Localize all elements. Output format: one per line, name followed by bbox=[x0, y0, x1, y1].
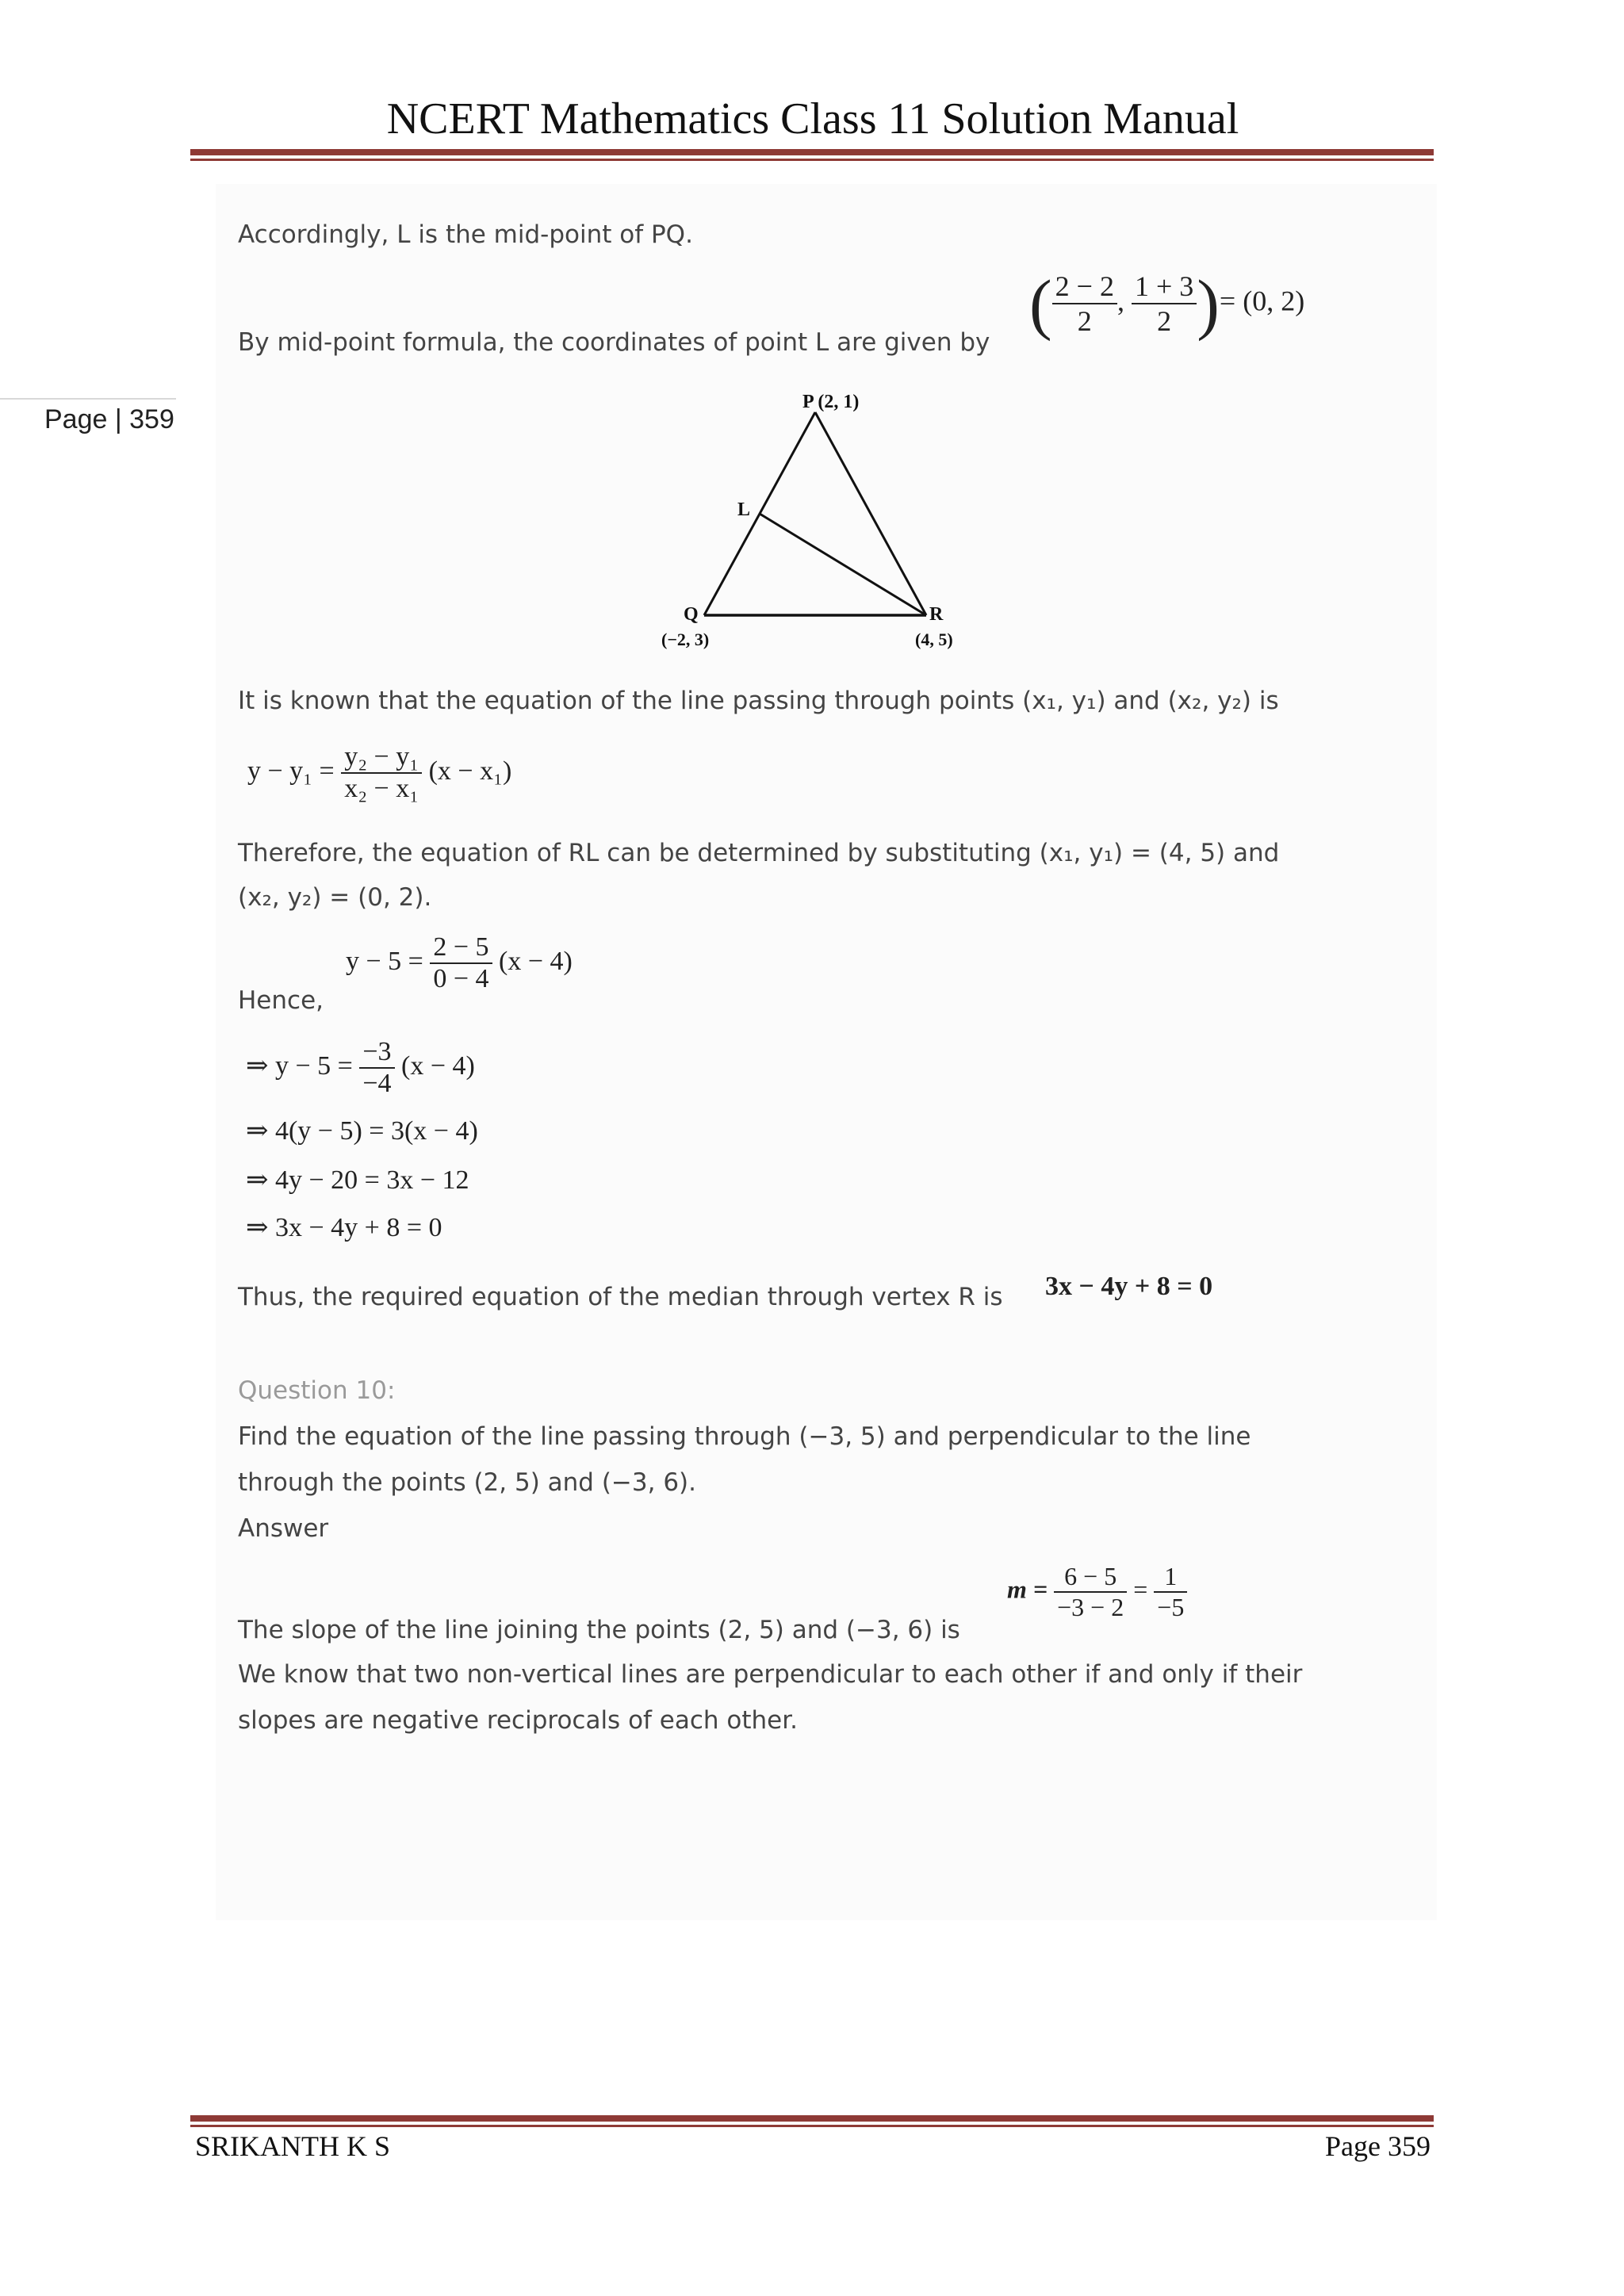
hence-equation bbox=[346, 932, 573, 994]
fraction-numerator: 2 − 5 bbox=[430, 932, 492, 964]
equation-rhs: (x − 4) bbox=[401, 1050, 475, 1081]
footer-page-number: Page 359 bbox=[1325, 2130, 1431, 2162]
text-line: Hence, bbox=[238, 986, 324, 1015]
median-equation: 3x − 4y + 8 = 0 bbox=[1045, 1272, 1213, 1301]
answer-label: Answer bbox=[238, 1514, 329, 1543]
text-line: (x₂, y₂) = (0, 2). bbox=[238, 883, 432, 912]
side-pr bbox=[815, 412, 926, 615]
slope-equation bbox=[1007, 1562, 1187, 1622]
text-line: Thus, the required equation of the median through vertex R is bbox=[238, 1283, 1003, 1311]
margin-page-label: Page | 359 bbox=[44, 404, 174, 434]
text-line: By mid-point formula, the coordinates of point L are given by bbox=[238, 328, 990, 357]
text-line: Find the equation of the line passing through (−3, 5) and perpendicular to the line bbox=[238, 1422, 1251, 1451]
text-line: We know that two non-vertical lines are perpendicular to each other if and only if their bbox=[238, 1660, 1303, 1689]
header-rule bbox=[190, 149, 1434, 161]
step-3: ⇒ 4y − 20 = 3x − 12 bbox=[246, 1165, 469, 1195]
formula-lhs: y − y₁ = bbox=[247, 756, 335, 786]
footer-rule bbox=[190, 2115, 1434, 2127]
fraction-denominator: 2 bbox=[1157, 305, 1172, 337]
triangle-figure bbox=[634, 381, 999, 666]
label-p: P (2, 1) bbox=[802, 392, 860, 412]
equals-sign: = bbox=[1133, 1575, 1148, 1604]
label-r: R bbox=[929, 604, 944, 625]
text-line: through the points (2, 5) and (−3, 6). bbox=[238, 1468, 696, 1497]
step-1 bbox=[246, 1037, 475, 1099]
fraction-denominator: 0 − 4 bbox=[433, 964, 489, 993]
fraction-numerator: y₂ − y₁ bbox=[341, 742, 422, 774]
label-l: L bbox=[737, 499, 751, 520]
text-line: Accordingly, L is the mid-point of PQ. bbox=[238, 220, 693, 249]
text-line: The slope of the line joining the points (2, 5) and (−3, 6) is bbox=[238, 1616, 960, 1644]
label-q: Q bbox=[684, 604, 699, 625]
fraction-numerator: 6 − 5 bbox=[1054, 1562, 1127, 1593]
footer-author: SRIKANTH K S bbox=[195, 2130, 391, 2162]
fraction-denominator: −5 bbox=[1157, 1593, 1185, 1621]
text-line: Therefore, the equation of RL can be determined by substituting (x₁, y₁) = (4, 5) and bbox=[238, 839, 1280, 867]
label-r-coord: (4, 5) bbox=[915, 629, 953, 649]
question-heading: Question 10: bbox=[238, 1376, 396, 1405]
fraction-numerator: 1 bbox=[1154, 1562, 1187, 1593]
equation-lhs: ⇒ y − 5 = bbox=[246, 1050, 353, 1081]
formula-rhs: (x − x₁) bbox=[428, 756, 512, 786]
step-2: ⇒ 4(y − 5) = 3(x − 4) bbox=[246, 1116, 478, 1146]
fraction-denominator: −4 bbox=[362, 1069, 392, 1098]
label-q-coord: (−2, 3) bbox=[661, 629, 710, 649]
equation-lhs: y − 5 = bbox=[346, 946, 423, 976]
text-line: It is known that the equation of the line passing through points (x₁, y₁) and (x₂, y₂) is bbox=[238, 687, 1279, 715]
fraction-denominator: 2 bbox=[1077, 305, 1092, 337]
fraction-numerator: −3 bbox=[359, 1037, 394, 1069]
fraction-denominator: −3 − 2 bbox=[1057, 1593, 1124, 1621]
step-4: ⇒ 3x − 4y + 8 = 0 bbox=[246, 1213, 442, 1242]
text-line: slopes are negative reciprocals of each other. bbox=[238, 1706, 799, 1735]
margin-divider bbox=[0, 398, 176, 400]
fraction-numerator: 1 + 3 bbox=[1132, 270, 1197, 304]
fraction-numerator: 2 − 2 bbox=[1052, 270, 1117, 304]
midpoint-expression: ( $\frac{2 - 2}{2}$ , $\frac{1 + 3}{2}$ )= (0, 2) bbox=[1029, 266, 1305, 342]
fraction-denominator: x₂ − x₁ bbox=[344, 774, 419, 803]
page-header-title: NCERT Mathematics Class 11 Solution Manual bbox=[386, 94, 1239, 144]
slope-lhs: m = bbox=[1007, 1575, 1048, 1604]
median-rl bbox=[760, 514, 926, 615]
line-formula bbox=[247, 742, 511, 804]
equation-rhs: (x − 4) bbox=[499, 946, 573, 976]
midpoint-result: = (0, 2) bbox=[1219, 285, 1305, 317]
